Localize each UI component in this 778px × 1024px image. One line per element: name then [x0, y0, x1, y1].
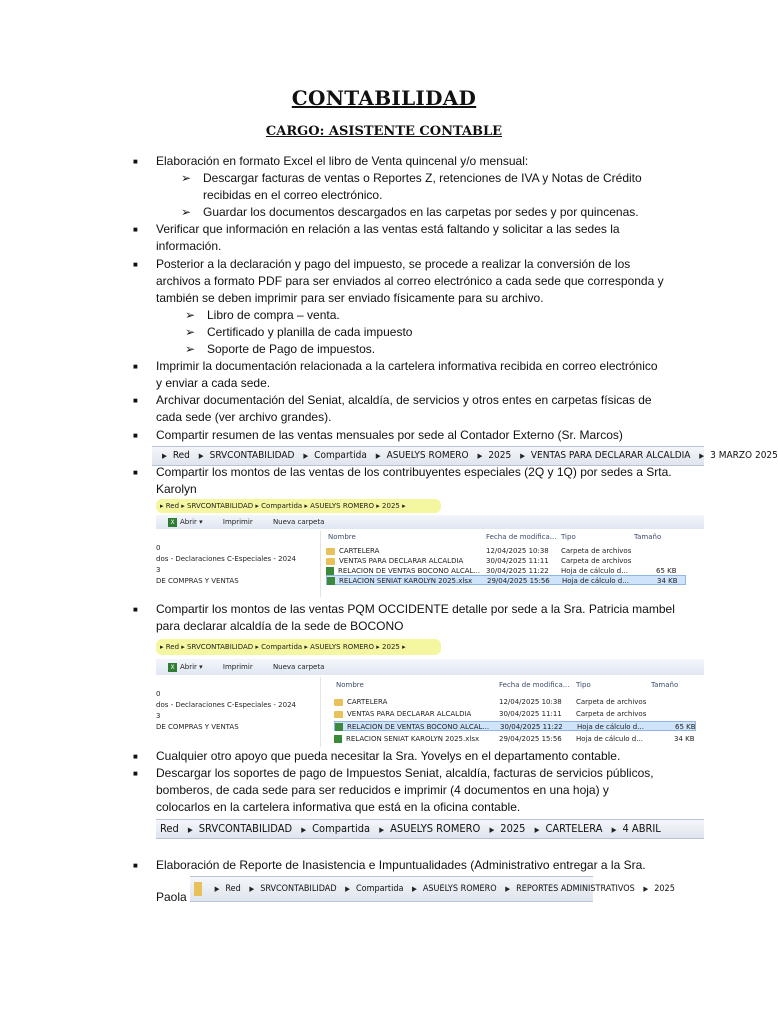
nav-item[interactable]: DE COMPRAS Y VENTAS — [156, 723, 239, 731]
open-button[interactable]: Abrir — [180, 663, 197, 671]
list-item-cont: bomberos, de cada sede para ser reducidos e imprimir (4 documentos en una hoja) y — [156, 783, 609, 797]
new-folder-button[interactable]: Nueva carpeta — [272, 663, 325, 671]
bullet-marker: ■ — [133, 260, 138, 269]
table-row[interactable] — [334, 697, 696, 707]
breadcrumb — [152, 446, 778, 466]
file-date: 30/04/2025 11:11 — [486, 557, 549, 565]
breadcrumb-item[interactable]: 2025 — [654, 884, 675, 894]
file-date: 29/04/2025 15:56 — [487, 577, 550, 585]
chevron-right-icon: ▶ — [375, 452, 381, 460]
breadcrumb-item[interactable]: VENTAS PARA DECLARAR ALCALDIA — [530, 450, 691, 461]
breadcrumb-item[interactable]: SRVCONTABILIDAD — [209, 450, 295, 461]
print-button[interactable]: Imprimir — [222, 518, 253, 526]
breadcrumb-item[interactable]: Red — [165, 643, 180, 651]
chevron-right-icon: ▶ — [520, 452, 525, 460]
list-item-cont: cada sede (ver archivo grandes). — [156, 410, 332, 424]
column-header-type[interactable]: Tipo — [576, 681, 591, 689]
nav-item[interactable]: 3 — [156, 712, 161, 720]
breadcrumb-item[interactable]: ASUELYS ROMERO — [310, 643, 375, 651]
breadcrumb: ▸ Red ▸ SRVCONTABILIDAD ▸ Compartida ▸ ASUELYS ROMERO ▸ 2025 ▸ — [156, 639, 441, 655]
file-name: VENTAS PARA DECLARAR ALCALDIA — [347, 710, 472, 718]
breadcrumb-item[interactable]: ASUELYS ROMERO — [422, 884, 497, 894]
chevron-right-icon: ▶ — [379, 826, 385, 834]
file-type: Hoja de cálculo d... — [561, 567, 628, 575]
bullet-marker: ■ — [133, 769, 138, 778]
document-title: CONTABILIDAD — [291, 86, 477, 110]
document-subtitle: CARGO: ASISTENTE CONTABLE — [265, 124, 503, 139]
breadcrumb-item[interactable]: ASUELYS ROMERO — [390, 822, 481, 835]
file-date: 29/04/2025 15:56 — [499, 735, 562, 743]
breadcrumb-item[interactable]: 3 MARZO 2025 — [710, 450, 778, 461]
breadcrumb-item[interactable]: SRVCONTABILIDAD — [260, 884, 337, 894]
table-row[interactable] — [334, 709, 696, 719]
chevron-right-icon: ▶ — [345, 885, 350, 893]
file-type: Hoja de cálculo d... — [562, 577, 629, 585]
spreadsheet-icon — [326, 567, 334, 575]
breadcrumb-item[interactable]: Red — [160, 822, 179, 835]
list-item-cont: y enviar a cada sede. — [156, 376, 271, 390]
list-item: Compartir resumen de las ventas mensuales por sede al Contador Externo (Sr. Marcos) — [156, 428, 623, 442]
breadcrumb-item[interactable]: ASUELYS ROMERO — [386, 450, 469, 461]
table-row-selected[interactable] — [326, 575, 686, 585]
folder-icon — [334, 711, 343, 718]
explorer-screenshot — [156, 499, 704, 597]
open-button[interactable]: Abrir — [180, 518, 197, 526]
bullet-marker: ■ — [133, 225, 138, 234]
breadcrumb-item[interactable]: SRVCONTABILIDAD — [187, 643, 254, 651]
file-type: Carpeta de archivos — [576, 710, 647, 718]
breadcrumb-item[interactable]: Red — [225, 884, 241, 894]
breadcrumb-item[interactable]: 2025 — [488, 450, 512, 461]
column-header-name[interactable]: Nombre — [336, 681, 364, 689]
list-subitem: Soporte de Pago de impuestos. — [207, 342, 376, 356]
print-button[interactable]: Imprimir — [222, 663, 253, 671]
list-item: Elaboración de Reporte de Inasistencia e Impuntualidades (Administrativo entregar a la Sra. — [156, 858, 646, 872]
file-size: 34 KB — [657, 577, 678, 585]
nav-item[interactable]: 3 — [156, 566, 161, 574]
list-item-cont: también se deben imprimir para ser enviado físicamente para su archivo. — [156, 291, 544, 305]
column-header-type[interactable]: Tipo — [561, 533, 576, 541]
spreadsheet-icon — [327, 577, 335, 585]
chevron-right-icon: ▶ — [303, 452, 309, 460]
breadcrumb: ▸ Red ▸ SRVCONTABILIDAD ▸ Compartida ▸ ASUELYS ROMERO ▸ 2025 ▸ — [156, 499, 441, 513]
list-item-cont: archivos a formato PDF para ser enviados al correo electrónico a cada sede que corresponda y — [156, 274, 664, 288]
breadcrumb — [190, 876, 675, 902]
file-date: 12/04/2025 10:38 — [499, 698, 562, 706]
breadcrumb-item[interactable]: 4 ABRIL — [622, 822, 661, 835]
file-type: Hoja de cálculo d... — [577, 723, 644, 731]
arrow-icon: ➢ — [181, 171, 192, 185]
file-name: RELACION SENIAT KAROLYN 2025.xlsx — [339, 577, 473, 585]
list-item: Compartir los montos de las ventas de los contribuyentes especiales (2Q y 1Q) por sedes a Srta. — [156, 465, 672, 479]
list-subitem: Certificado y planilla de cada impuesto — [207, 325, 413, 339]
chevron-right-icon: ▶ — [412, 885, 417, 893]
list-item: Verificar que información en relación a las ventas está faltando y solicitar a las sedes la — [156, 222, 620, 236]
arrow-icon: ➢ — [181, 205, 192, 219]
file-type: Carpeta de archivos — [561, 557, 632, 565]
folder-icon — [326, 548, 335, 555]
column-header-name[interactable]: Nombre — [328, 533, 356, 541]
column-header-date[interactable]: Fecha de modifica... — [486, 533, 557, 541]
nav-item[interactable]: dos - Declaraciones C-Especiales - 2024 — [156, 701, 296, 709]
file-name: CARTELERA — [339, 547, 380, 555]
list-item: Archivar documentación del Seniat, alcaldía, de servicios y otros entes en carpetas físicas de — [156, 393, 652, 407]
spreadsheet-icon — [334, 735, 342, 743]
breadcrumb-item[interactable]: Red — [172, 450, 190, 461]
file-size: 34 KB — [674, 735, 695, 743]
new-folder-button[interactable]: Nueva carpeta — [272, 518, 325, 526]
chevron-right-icon: ▶ — [187, 826, 193, 834]
chevron-right-icon: ▶ — [477, 452, 483, 460]
folder-icon — [194, 882, 202, 896]
file-date: 30/04/2025 11:11 — [499, 710, 562, 718]
breadcrumb-item[interactable]: Compartida — [314, 450, 367, 461]
file-name: RELACION DE VENTAS BOCONO ALCAL... — [338, 567, 481, 575]
arrow-icon: ➢ — [185, 325, 196, 339]
file-name: VENTAS PARA DECLARAR ALCALDIA — [339, 557, 464, 565]
file-type: Carpeta de archivos — [561, 547, 632, 555]
table-row[interactable] — [326, 546, 686, 556]
breadcrumb-item[interactable]: Compartida — [261, 643, 303, 651]
folder-icon — [334, 699, 343, 706]
excel-icon: X — [168, 663, 177, 672]
file-type: Carpeta de archivos — [576, 698, 647, 706]
list-subitem-cont: recibidas en el correo electrónico. — [203, 188, 383, 202]
list-item-cont: colocarlos en la cartelera informativa que está en la oficina contable. — [156, 800, 521, 814]
breadcrumb-item[interactable]: Compartida — [356, 884, 404, 894]
spreadsheet-icon — [335, 723, 343, 731]
breadcrumb-item[interactable]: 2025 — [382, 502, 400, 510]
nav-item[interactable]: dos - Declaraciones C-Especiales - 2024 — [156, 555, 296, 563]
chevron-right-icon: ▶ — [505, 885, 511, 893]
breadcrumb-item[interactable]: Compartida — [261, 502, 303, 510]
column-header-size[interactable]: Tamaño — [651, 681, 679, 689]
list-item: Imprimir la documentación relacionada a la cartelera informativa recibida en correo electrónico — [156, 359, 658, 373]
breadcrumb-item[interactable]: REPORTES ADMINISTRATIVOS — [516, 884, 635, 894]
breadcrumb-item[interactable]: SRVCONTABILIDAD — [187, 502, 254, 510]
navigation-pane — [156, 677, 321, 747]
chevron-right-icon: ▶ — [643, 885, 649, 893]
bullet-marker: ■ — [133, 157, 138, 166]
column-header-size[interactable]: Tamaño — [634, 533, 662, 541]
list-item-cont: información. — [156, 239, 222, 253]
chevron-right-icon: ▶ — [534, 826, 540, 834]
arrow-icon: ➢ — [185, 342, 196, 356]
list-subitem: Guardar los documentos descargados en las carpetas por sedes y por quincenas. — [203, 205, 639, 219]
bullet-marker: ■ — [133, 431, 138, 440]
navigation-pane — [156, 531, 321, 597]
column-header-date[interactable]: Fecha de modifica... — [499, 681, 570, 689]
list-item: Cualquier otro apoyo que pueda necesitar la Sra. Yovelys en el departamento contable. — [156, 749, 621, 763]
table-row-selected[interactable] — [334, 721, 696, 731]
breadcrumb-item[interactable]: CARTELERA — [545, 822, 603, 835]
chevron-right-icon: ▶ — [214, 885, 220, 893]
table-row[interactable] — [334, 734, 696, 744]
explorer-screenshot — [156, 639, 704, 747]
excel-icon: X — [168, 518, 177, 527]
list-item-cont: para declarar alcaldía de la sede de BOCONO — [156, 619, 404, 633]
file-size: 65 KB — [675, 723, 696, 731]
list-item-cont: Karolyn — [156, 482, 197, 496]
bullet-marker: ■ — [133, 752, 138, 761]
file-size: 65 KB — [656, 567, 677, 575]
bullet-marker: ■ — [133, 605, 138, 614]
list-item: Descargar los soportes de pago de Impuestos Seniat, alcaldía, facturas de servicios públicos, — [156, 766, 654, 780]
nav-item[interactable]: 0 — [156, 544, 161, 552]
breadcrumb-item[interactable]: Red — [165, 502, 180, 510]
file-name: RELACION SENIAT KAROLYN 2025.xlsx — [346, 735, 480, 743]
list-item-cont: Paola — [156, 890, 187, 904]
breadcrumb-item[interactable]: 2025 — [382, 643, 400, 651]
bullet-marker: ■ — [133, 396, 138, 405]
nav-item[interactable]: 0 — [156, 690, 161, 698]
explorer-toolbar: X Abrir ▾ Imprimir Nueva carpeta — [156, 659, 704, 675]
chevron-right-icon: ▶ — [489, 826, 495, 834]
chevron-right-icon: ▶ — [301, 826, 307, 834]
list-subitem: Libro de compra – venta. — [207, 308, 340, 322]
folder-icon — [326, 558, 335, 565]
arrow-icon: ➢ — [185, 308, 196, 322]
file-date: 30/04/2025 11:22 — [486, 567, 549, 575]
chevron-right-icon: ▶ — [198, 452, 204, 460]
chevron-right-icon: ▶ — [249, 885, 255, 893]
nav-item[interactable]: DE COMPRAS Y VENTAS — [156, 577, 239, 585]
breadcrumb-item[interactable]: ASUELYS ROMERO — [310, 502, 375, 510]
file-date: 12/04/2025 10:38 — [486, 547, 549, 555]
file-name: RELACION DE VENTAS BOCONO ALCAL... — [347, 723, 490, 731]
chevron-right-icon: ▶ — [162, 452, 167, 460]
list-item: Elaboración en formato Excel el libro de Venta quincenal y/o mensual: — [156, 154, 529, 168]
list-subitem: Descargar facturas de ventas o Reportes Z, retenciones de IVA y Notas de Crédito — [203, 171, 642, 185]
chevron-right-icon: ▶ — [699, 452, 705, 460]
breadcrumb-item[interactable]: Compartida — [312, 822, 371, 835]
explorer-toolbar: X Abrir ▾ Imprimir Nueva carpeta — [156, 515, 704, 529]
list-item: Compartir los montos de las ventas PQM OCCIDENTE detalle por sede a la Sra. Patricia mambel — [156, 602, 675, 616]
chevron-right-icon: ▶ — [611, 826, 617, 834]
table-row[interactable] — [326, 556, 686, 566]
breadcrumb-item[interactable]: 2025 — [500, 822, 526, 835]
bullet-marker: ■ — [133, 468, 138, 477]
list-item: Posterior a la declaración y pago del impuesto, se procede a realizar la conversión de los — [156, 257, 631, 271]
breadcrumb — [156, 819, 704, 839]
file-date: 30/04/2025 11:22 — [500, 723, 563, 731]
bullet-marker: ■ — [133, 861, 138, 870]
breadcrumb-item[interactable]: SRVCONTABILIDAD — [198, 822, 293, 835]
file-name: CARTELERA — [347, 698, 388, 706]
bullet-marker: ■ — [133, 362, 138, 371]
file-type: Hoja de cálculo d... — [576, 735, 643, 743]
